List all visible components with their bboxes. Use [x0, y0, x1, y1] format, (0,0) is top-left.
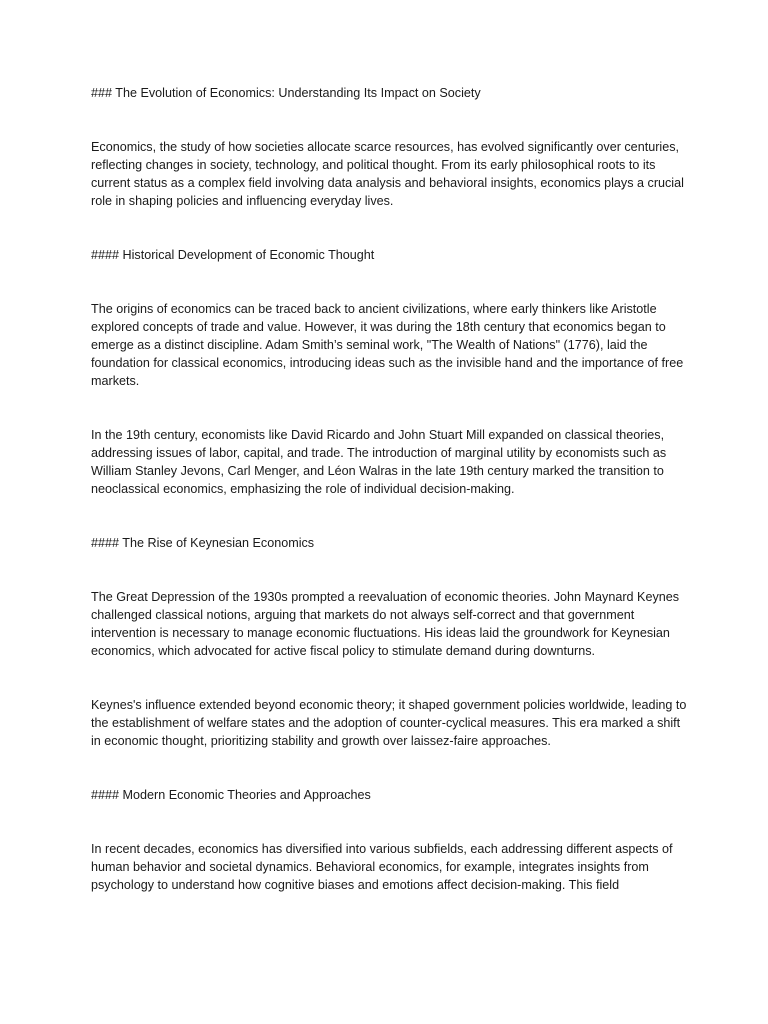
keynesian-paragraph-2: Keynes's influence extended beyond economic theory; it shaped government policies worldwide, leading to the establishment of welfare states and the adoption of counter-cyclical measures. This era marked a shift in economic thought, prioritizing stability and growth over laissez-faire approaches. [91, 698, 687, 748]
document-title: ### The Evolution of Economics: Understanding Its Impact on Society [91, 86, 481, 100]
section-heading-historical: #### Historical Development of Economic Thought [91, 248, 375, 262]
document-body [91, 84, 691, 894]
keynesian-paragraph-1: The Great Depression of the 1930s prompted a reevaluation of economic theories. John Maynard Keynes challenged classical notions, arguing that markets do not always self-correct and that government intervention is necessary to manage economic fluctuations. His ideas laid the groundwork for Keynesian economics, which advocated for active fiscal policy to stimulate demand during downturns. [91, 590, 680, 658]
historical-paragraph-1: The origins of economics can be traced back to ancient civilizations, where early thinkers like Aristotle explored concepts of trade and value. However, it was during the 18th century that economics began to emerge as a distinct discipline. Adam Smith’s seminal work, "The Wealth of Nations" (1776), laid the foundation for classical economics, introducing ideas such as the invisible hand and the importance of free markets. [91, 302, 684, 388]
section-heading-keynesian: #### The Rise of Keynesian Economics [91, 536, 315, 550]
section-heading-modern: #### Modern Economic Theories and Approaches [91, 788, 371, 802]
historical-paragraph-2: In the 19th century, economists like David Ricardo and John Stuart Mill expanded on classical theories, addressing issues of labor, capital, and trade. The introduction of marginal utility by economists such as William Stanley Jevons, Carl Menger, and Léon Walras in the late 19th century marked the transition to neoclassical economics, emphasizing the role of individual decision-making. [91, 428, 667, 496]
modern-paragraph-1: In recent decades, economics has diversified into various subfields, each addressing different aspects of human behavior and societal dynamics. Behavioral economics, for example, integrates insights from psychology to understand how cognitive biases and emotions affect decision-making. This field [91, 842, 673, 892]
intro-paragraph: Economics, the study of how societies allocate scarce resources, has evolved significantly over centuries, reflecting changes in society, technology, and political thought. From its early philosophical roots to its current status as a complex field involving data analysis and behavioral insights, economics plays a crucial role in shaping policies and influencing everyday lives. [91, 140, 684, 208]
